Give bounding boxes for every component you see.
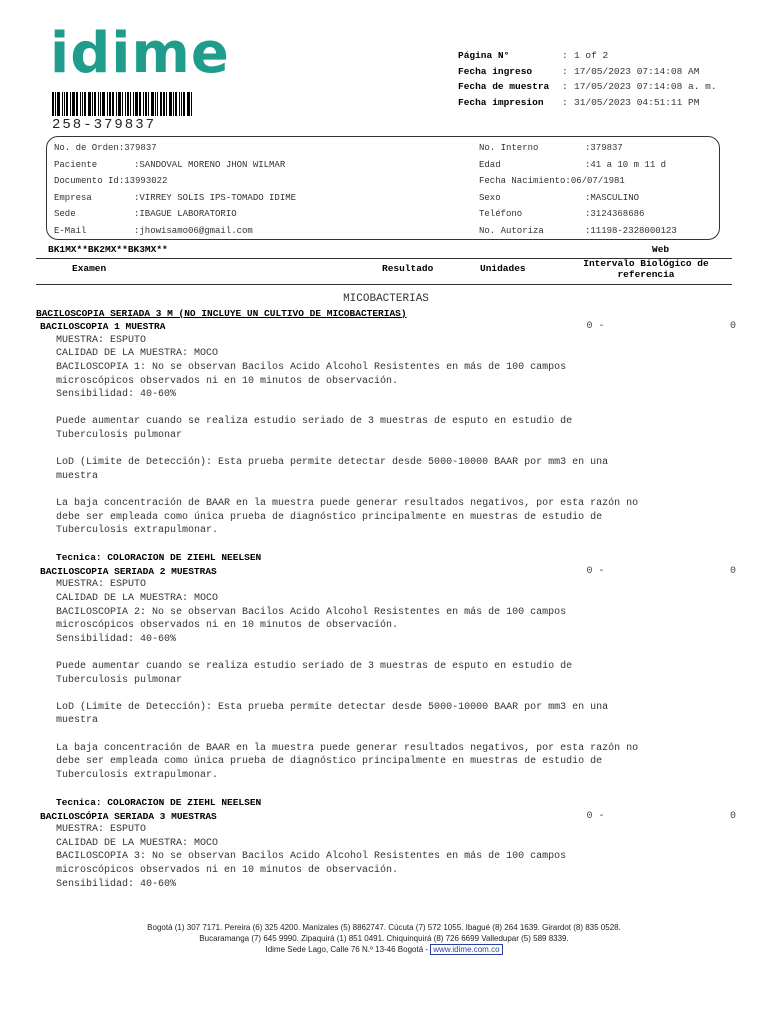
- patient-field-separator: :: [118, 176, 125, 187]
- test-name: BACILOSCÓPIA SERIADA 3 MUESTRAS: [40, 810, 217, 822]
- barcode-bar: [125, 92, 126, 116]
- barcode-bar: [92, 92, 93, 116]
- patient-field-value: MASCULINO: [590, 192, 640, 203]
- barcode-bar: [151, 92, 154, 116]
- result-line: MUESTRA: ESPUTO: [56, 579, 147, 591]
- meta-row: [458, 64, 717, 80]
- result-line: Tuberculosis pulmonar: [56, 429, 183, 441]
- idime-logo: idime: [50, 21, 230, 86]
- result-line: LoD (Limite de Detección): Esta prueba permite detectar desde 5000-10000 BAAR por mm3 en una: [56, 457, 609, 469]
- barcode-bar: [127, 92, 129, 116]
- barcode-bar: [66, 92, 68, 116]
- result-line: microscópicos observados ni en 10 minutos de observación.: [56, 375, 399, 387]
- barcode-bar: [169, 92, 172, 116]
- col-header-intervalo: [572, 258, 720, 280]
- barcode-bar: [133, 92, 134, 116]
- patient-field: [54, 223, 296, 240]
- barcode-bar: [98, 92, 99, 116]
- footer-address: Idime Sede Lago, Calle 76 N.º 13-46 Bogotá -: [265, 945, 429, 954]
- patient-field: [54, 173, 296, 190]
- meta-value: 17/05/2023 07:14:08 a. m.: [574, 81, 717, 92]
- patient-field-value: 13993022: [124, 176, 168, 187]
- barcode-bar: [88, 92, 91, 116]
- test-name: BACILOSCOPIA SERIADA 2 MUESTRAS: [40, 565, 217, 577]
- test-header: [36, 810, 736, 824]
- result-line: Sensibilidad: 40-60%: [56, 633, 177, 645]
- result-line: MUESTRA: ESPUTO: [56, 824, 147, 836]
- barcode-bar: [52, 92, 54, 116]
- patient-field-value: 11198-2328000123: [590, 225, 677, 236]
- result-line: CALIDAD DE LA MUESTRA: MOCO: [56, 593, 219, 605]
- barcode-bar: [57, 92, 60, 116]
- patient-field: [54, 157, 296, 174]
- barcode-bar: [157, 92, 158, 116]
- result-line: Sensibilidad: 40-60%: [56, 389, 177, 401]
- patient-field-label: No. Autoriza: [479, 225, 544, 236]
- barcode-bar: [100, 92, 101, 116]
- patient-info-right: [479, 140, 677, 240]
- tecnica-line: Tecnica: COLORACION DE ZIEHL NEELSEN: [56, 796, 262, 808]
- result-line: CALIDAD DE LA MUESTRA: MOCO: [56, 348, 219, 360]
- result-line: Tuberculosis extrapulmonar.: [56, 525, 219, 537]
- patient-field-separator: :: [585, 143, 591, 153]
- blank-line: [36, 646, 736, 660]
- barcode-number: 258-379837: [52, 117, 157, 133]
- barcode-bar: [139, 92, 141, 116]
- test-header: [36, 320, 736, 334]
- meta-row: [458, 95, 717, 111]
- footer-line-1: Bogotá (1) 307 7171. Pereira (6) 325 4200. Manizales (5) 8862747. Cúcuta (7) 572 1055. Ibagué (8) 264 1639. Girardot (8) 835 0528.: [147, 923, 621, 932]
- meta-row: [458, 48, 717, 64]
- col-header-unidades: Unidades: [480, 263, 526, 274]
- result-line: BACILOSCOPIA 1: No se observan Bacilos Acido Alcohol Resistentes en más de 100 campos: [56, 361, 567, 373]
- patient-field: [54, 140, 296, 157]
- barcode-bar: [181, 92, 182, 116]
- barcode-bar: [191, 92, 192, 116]
- barcode-bar: [76, 92, 78, 116]
- patient-field-value: jhowisamo06@gmail.com: [139, 225, 253, 236]
- barcode-bar: [122, 92, 123, 116]
- meta-row: [458, 79, 717, 95]
- result-line: muestra: [56, 470, 99, 482]
- reference-range-low: 0 -: [586, 565, 605, 577]
- patient-field: [479, 157, 677, 174]
- test-list: [36, 320, 736, 891]
- barcode-bar: [130, 92, 131, 116]
- website-link[interactable]: www.idime.com.co: [430, 944, 502, 955]
- barcode-bar: [80, 92, 81, 116]
- barcode-bar: [102, 92, 105, 116]
- barcode-bar: [72, 92, 75, 116]
- barcode-bar: [55, 92, 56, 116]
- barcode-bar: [148, 92, 149, 116]
- patient-field-label: Empresa: [54, 192, 92, 203]
- result-line: debe ser empleada como única prueba de diagnóstico principalmente en muestras de estudio de: [56, 756, 603, 768]
- barcode-bar: [166, 92, 167, 116]
- results-body: [36, 293, 736, 891]
- patient-field-value: 379837: [124, 143, 157, 153]
- patient-field-label: No. Interno: [479, 143, 539, 153]
- result-line: Tuberculosis pulmonar: [56, 674, 183, 686]
- barcode-bar: [175, 92, 177, 116]
- result-line: debe ser empleada como única prueba de diagnóstico principalmente en muestras de estudio de: [56, 511, 603, 523]
- test-codes: BK1MX**BK2MX**BK3MX**: [48, 244, 168, 255]
- patient-field-separator: :: [585, 159, 591, 170]
- result-line: microscópicos observados ni en 10 minutos de observación.: [56, 620, 399, 632]
- result-line: La baja concentración de BAAR en la muestra puede generar resultados negativos, por esta razón no: [56, 742, 639, 754]
- report-meta: [458, 48, 717, 110]
- col-header-intervalo-line1: Intervalo Biológico de: [583, 258, 709, 269]
- result-line: La baja concentración de BAAR en la muestra puede generar resultados negativos, por esta razón no: [56, 497, 639, 509]
- result-line: Puede aumentar cuando se realiza estudio seriado de 3 muestras de esputo en estudio de: [56, 416, 573, 428]
- result-line: LoD (Limite de Detección): Esta prueba permite detectar desde 5000-10000 BAAR por mm3 en una: [56, 701, 609, 713]
- patient-info-left: [54, 140, 296, 240]
- barcode-bar: [107, 92, 108, 116]
- patient-field-label: Sexo: [479, 192, 501, 203]
- barcode-bar: [109, 92, 111, 116]
- meta-separator: :: [562, 96, 568, 108]
- barcode-bar: [64, 92, 65, 116]
- patient-field-label: Fecha Nacimiento: [479, 176, 566, 187]
- meta-value: 31/05/2023 04:51:11 PM: [574, 96, 700, 108]
- patient-field: [479, 140, 677, 157]
- blank-line: [36, 483, 736, 497]
- patient-field-value: VIRREY SOLIS IPS-TOMADO IDIME: [139, 192, 297, 203]
- barcode-bar: [143, 92, 144, 116]
- section-subtitle: BACILOSCOPIA SERIADA 3 M (NO INCLUYE UN CULTIVO DE MICOBACTERIAS): [36, 307, 407, 319]
- patient-field-separator: :: [134, 192, 140, 203]
- patient-field: [479, 206, 677, 223]
- barcode-bar: [70, 92, 71, 116]
- barcode: [52, 92, 224, 116]
- result-line: muestra: [56, 715, 99, 727]
- patient-field-value: 06/07/1981: [570, 176, 625, 187]
- barcode-bar: [160, 92, 162, 116]
- blank-line: [36, 443, 736, 457]
- blank-line: [36, 728, 736, 742]
- patient-field-separator: :: [585, 209, 591, 220]
- patient-field-value: SANDOVAL MORENO JHON WILMAR: [139, 159, 286, 170]
- blank-line: [36, 782, 736, 796]
- patient-field-label: Paciente: [54, 159, 98, 170]
- patient-field-value: 379837: [590, 143, 623, 153]
- patient-field: [54, 206, 296, 223]
- meta-label: Página N°: [458, 50, 510, 61]
- patient-field: [54, 190, 296, 207]
- barcode-bar: [118, 92, 121, 116]
- result-line: BACILOSCOPIA 2: No se observan Bacilos Acido Alcohol Resistentes en más de 100 campos: [56, 606, 567, 618]
- barcode-bar: [84, 92, 86, 116]
- reference-range-high: 0: [730, 810, 737, 822]
- patient-field: [479, 223, 677, 240]
- patient-field: [479, 173, 677, 190]
- barcode-bar: [183, 92, 185, 116]
- meta-separator: :: [562, 65, 568, 77]
- meta-label: Fecha ingreso: [458, 65, 533, 77]
- barcode-bar: [173, 92, 174, 116]
- patient-field-value: IBAGUE LABORATORIO: [139, 209, 237, 220]
- patient-field-label: Documento Id: [54, 176, 119, 187]
- result-line: BACILOSCOPIA 3: No se observan Bacilos Acido Alcohol Resistentes en más de 100 campos: [56, 851, 567, 863]
- result-line: MUESTRA: ESPUTO: [56, 334, 147, 346]
- result-line: Puede aumentar cuando se realiza estudio seriado de 3 muestras de esputo en estudio de: [56, 661, 573, 673]
- meta-separator: :: [562, 81, 568, 92]
- patient-field-separator: :: [585, 225, 591, 236]
- patient-field-separator: :: [134, 225, 140, 236]
- tecnica-line: Tecnica: COLORACION DE ZIEHL NEELSEN: [56, 552, 262, 564]
- test-name: BACILOSCOPIA 1 MUESTRA: [40, 321, 166, 333]
- test-header: [36, 565, 736, 579]
- barcode-bar: [135, 92, 138, 116]
- blank-line: [36, 538, 736, 552]
- patient-field-separator: :: [134, 209, 140, 220]
- patient-field-value: 3124368686: [590, 209, 645, 220]
- barcode-bar: [62, 92, 63, 116]
- meta-label: Fecha impresion: [458, 96, 544, 108]
- col-header-intervalo-line2: referencia: [617, 269, 675, 280]
- patient-field-label: Teléfono: [479, 209, 523, 220]
- footer: [0, 922, 768, 955]
- barcode-bar: [179, 92, 180, 116]
- col-header-resultado: Resultado: [382, 263, 434, 274]
- result-line: Tuberculosis extrapulmonar.: [56, 769, 219, 781]
- col-header-examen: Examen: [72, 263, 107, 274]
- meta-value: 1 of 2: [574, 50, 609, 61]
- reference-range-high: 0: [730, 565, 737, 577]
- blank-line: [36, 402, 736, 416]
- patient-field-separator: :: [134, 159, 140, 170]
- barcode-bar: [145, 92, 147, 116]
- blank-line: [36, 687, 736, 701]
- result-line: microscópicos observados ni en 10 minutos de observación.: [56, 864, 399, 876]
- web-label: Web: [652, 244, 670, 255]
- meta-separator: :: [562, 50, 568, 61]
- patient-field-label: E-Mail: [54, 225, 87, 236]
- meta-label: Fecha de muestra: [458, 81, 550, 92]
- barcode-bar: [94, 92, 96, 116]
- result-line: CALIDAD DE LA MUESTRA: MOCO: [56, 837, 219, 849]
- footer-line-2: Bucaramanga (7) 645 9990. Zipaquirá (1) 851 0491. Chiquinquirá (8) 726 6699 Valledupar (5) 589 8339.: [199, 934, 569, 943]
- patient-field-label: Edad: [479, 159, 501, 170]
- patient-field-separator: :: [118, 143, 125, 153]
- result-line: Sensibilidad: 40-60%: [56, 878, 177, 890]
- barcode-bar: [116, 92, 117, 116]
- patient-field-label: Sede: [54, 209, 76, 220]
- patient-info-box: [46, 136, 720, 240]
- patient-field-label: No. de Orden: [54, 143, 119, 153]
- patient-field: [479, 190, 677, 207]
- table-header-bottom-rule: [36, 284, 732, 285]
- meta-value: 17/05/2023 07:14:08 AM: [574, 65, 700, 77]
- barcode-bar: [112, 92, 114, 116]
- reference-range-high: 0: [730, 321, 737, 333]
- patient-field-separator: :: [565, 176, 571, 187]
- reference-range-low: 0 -: [586, 810, 605, 822]
- section-title: MICOBACTERIAS: [343, 293, 429, 305]
- footer-line-3: [0, 944, 768, 955]
- barcode-bar: [82, 92, 83, 116]
- barcode-bar: [163, 92, 165, 116]
- barcode-bar: [155, 92, 156, 116]
- barcode-bar: [187, 92, 190, 116]
- patient-field-separator: :: [585, 192, 591, 203]
- reference-range-low: 0 -: [586, 321, 605, 333]
- patient-field-value: 41 a 10 m 11 d: [590, 159, 667, 170]
